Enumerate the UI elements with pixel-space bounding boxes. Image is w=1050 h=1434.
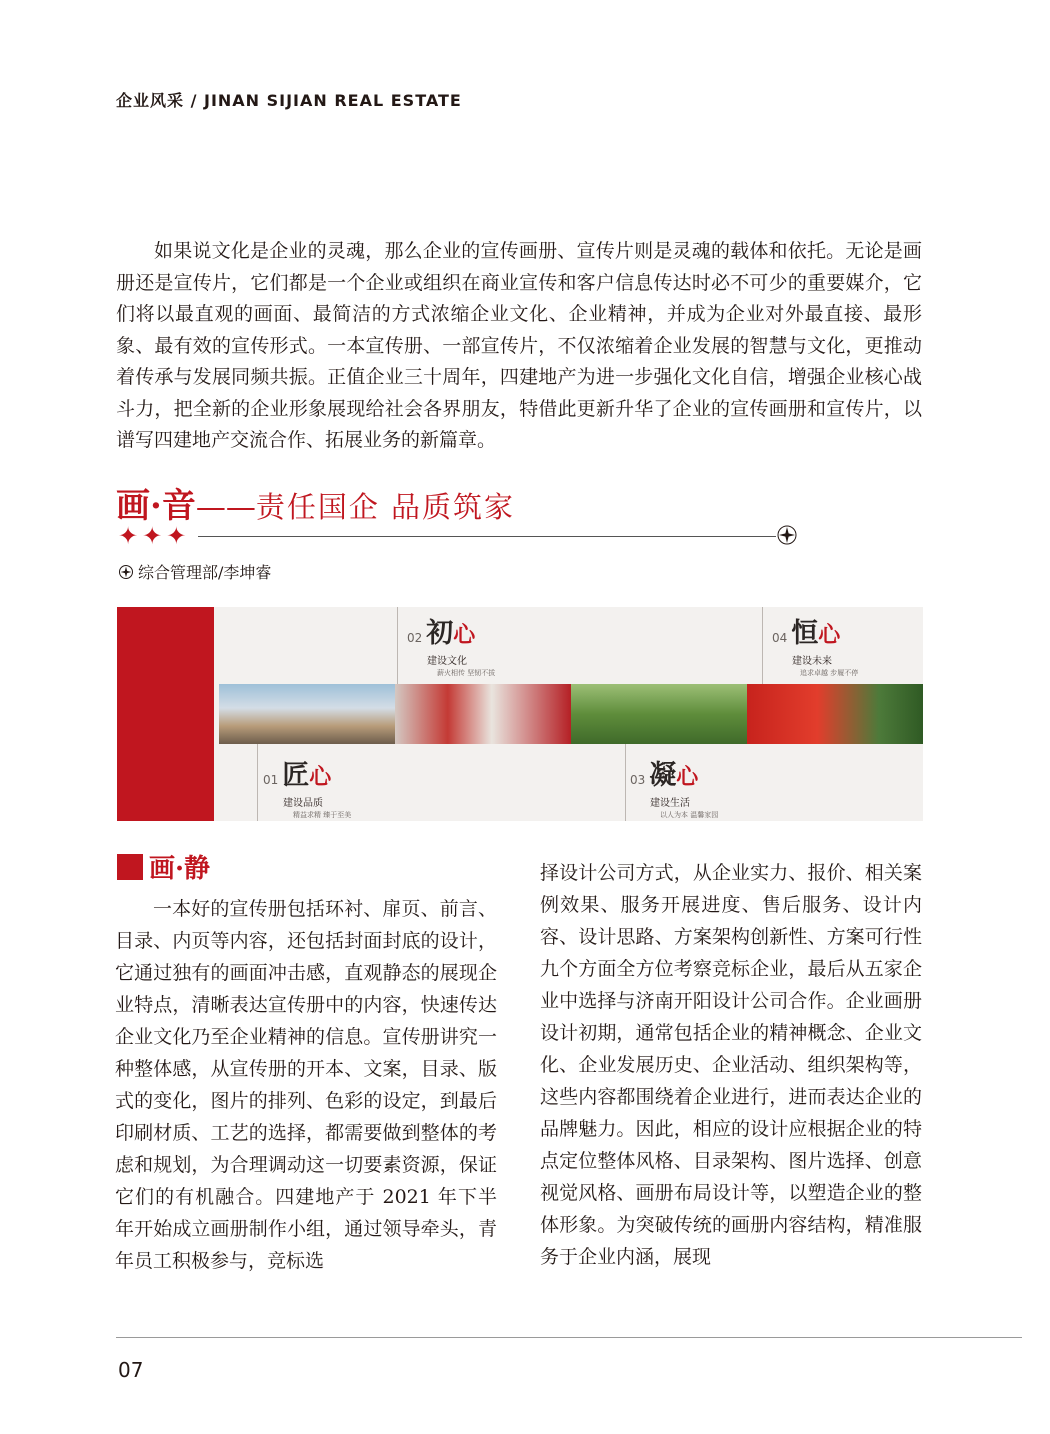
- section-heading: [117, 848, 210, 885]
- footer-rule: [116, 1337, 1022, 1338]
- page-number: 07: [118, 1358, 144, 1382]
- segment-number: 01: [263, 773, 279, 787]
- banner-divider: [625, 744, 626, 821]
- photo-strip: [219, 684, 923, 744]
- red-square-icon: [117, 854, 143, 880]
- segment-title: 恒心: [791, 618, 841, 649]
- section-title: 画·静: [149, 854, 211, 884]
- title-dash: ——: [195, 490, 256, 525]
- intro-text: 如果说文化是企业的灵魂，那么企业的宣传画册、宣传片则是灵魂的载体和依托。无论是画册还是宣传片，它们都是一个企业或组织在商业宣传和客户信息传达时必不可少的重要媒介，它们将以最直观的画面、最简洁的方式浓缩企业文化、企业精神，并成为企业对外最直接、最形象、最有效的宣传形式。一本宣传册、一部宣传片，不仅浓缩着企业发展的智慧与文化，更推动着传承与发展同频共振。正值企业三十周年，四建地产为进一步强化文化自信，增强企业核心战斗力，把全新的企业形象展现给社会各界朋友，特借此更新升华了企业的宣传画册和宣传片，以谱写四建地产交流合作、拓展业务的新篇章。: [116, 240, 922, 451]
- title-key: 画·音: [116, 486, 196, 526]
- segment-number: 02: [407, 631, 423, 645]
- segment-motto: 薪火相传 坚韧不拔: [437, 669, 496, 677]
- banner-divider: [397, 607, 398, 684]
- author-line: [118, 560, 271, 583]
- title-underline: [198, 536, 776, 537]
- segment-subtitle: 建设生活: [650, 798, 690, 809]
- title-stars: ✦✦✦: [118, 522, 191, 550]
- segment-title: 初心: [426, 618, 476, 649]
- segment-motto: 精益求精 臻于至美: [293, 811, 352, 819]
- banner-divider: [257, 744, 258, 821]
- title-text: 责任国企 品质筑家: [255, 490, 516, 524]
- segment-subtitle: 建设品质: [283, 798, 323, 809]
- compass-bullet-icon: [118, 564, 134, 580]
- author-name: 综合管理部/李坤睿: [138, 563, 272, 582]
- banner-segment: [407, 611, 495, 678]
- banner-red-block: [117, 607, 214, 821]
- intro-paragraph: [116, 236, 922, 457]
- banner-segment: [263, 753, 351, 820]
- brochure-banner: [117, 607, 923, 821]
- compass-ornament-icon: [776, 524, 798, 546]
- column-text: 择设计公司方式，从企业实力、报价、相关案例效果、服务开展进度、售后服务、设计内容、设计思路、方案架构创新性、方案可行性九个方面全方位考察竞标企业，最后从五家企业中选择与济南开阳设计公司合作。企业画册设计初期，通常包括企业的精神概念、企业文化、企业发展历史、企业活动、组织架构等，这些内容都围绕着企业进行，进而表达企业的品牌魅力。因此，相应的设计应根据企业的特点定位整体风格、目录架构、图片选择、创意视觉风格、画册布局设计等，以塑造企业的整体形象。为突破传统的画册内容结构，精准服务于企业内涵，展现: [540, 862, 922, 1268]
- banner-segment: [772, 611, 858, 678]
- banner-divider: [762, 607, 763, 684]
- banner-segment: [630, 753, 718, 820]
- photo-event: [747, 684, 923, 744]
- body-column-right: [540, 857, 922, 1273]
- segment-number: 03: [630, 773, 646, 787]
- segment-subtitle: 建设文化: [427, 656, 467, 667]
- segment-number: 04: [772, 631, 788, 645]
- segment-subtitle: 建设未来: [792, 656, 832, 667]
- photo-buildings: [219, 684, 395, 744]
- segment-title: 匠心: [282, 760, 332, 791]
- segment-motto: 以人为本 温馨家园: [660, 811, 719, 819]
- article-title: [116, 478, 515, 528]
- column-text: 一本好的宣传册包括环衬、扉页、前言、目录、内页等内容，还包括封面封底的设计，它通过独有的画面冲击感，直观静态的展现企业特点，清晰表达宣传册中的内容，快速传达企业文化乃至企业精神的信息。宣传册讲究一种整体感，从宣传册的开本、文案，目录、版式的变化，图片的排列、色彩的设定，到最后印刷材质、工艺的选择，都需要做到整体的考虑和规划，为合理调动这一切要素资源，保证它们的有机融合。四建地产于 2021 年下半年开始成立画册制作小组，通过领导牵头，青年员工积极参与，竞标选: [115, 898, 497, 1272]
- running-header: 企业风采 / JINAN SIJIAN REAL ESTATE: [116, 91, 462, 110]
- body-column-left: [115, 893, 497, 1277]
- photo-volunteers: [571, 684, 747, 744]
- photo-exhibition: [395, 684, 571, 744]
- segment-motto: 追求卓越 步履不停: [800, 669, 859, 677]
- segment-title: 凝心: [649, 760, 699, 791]
